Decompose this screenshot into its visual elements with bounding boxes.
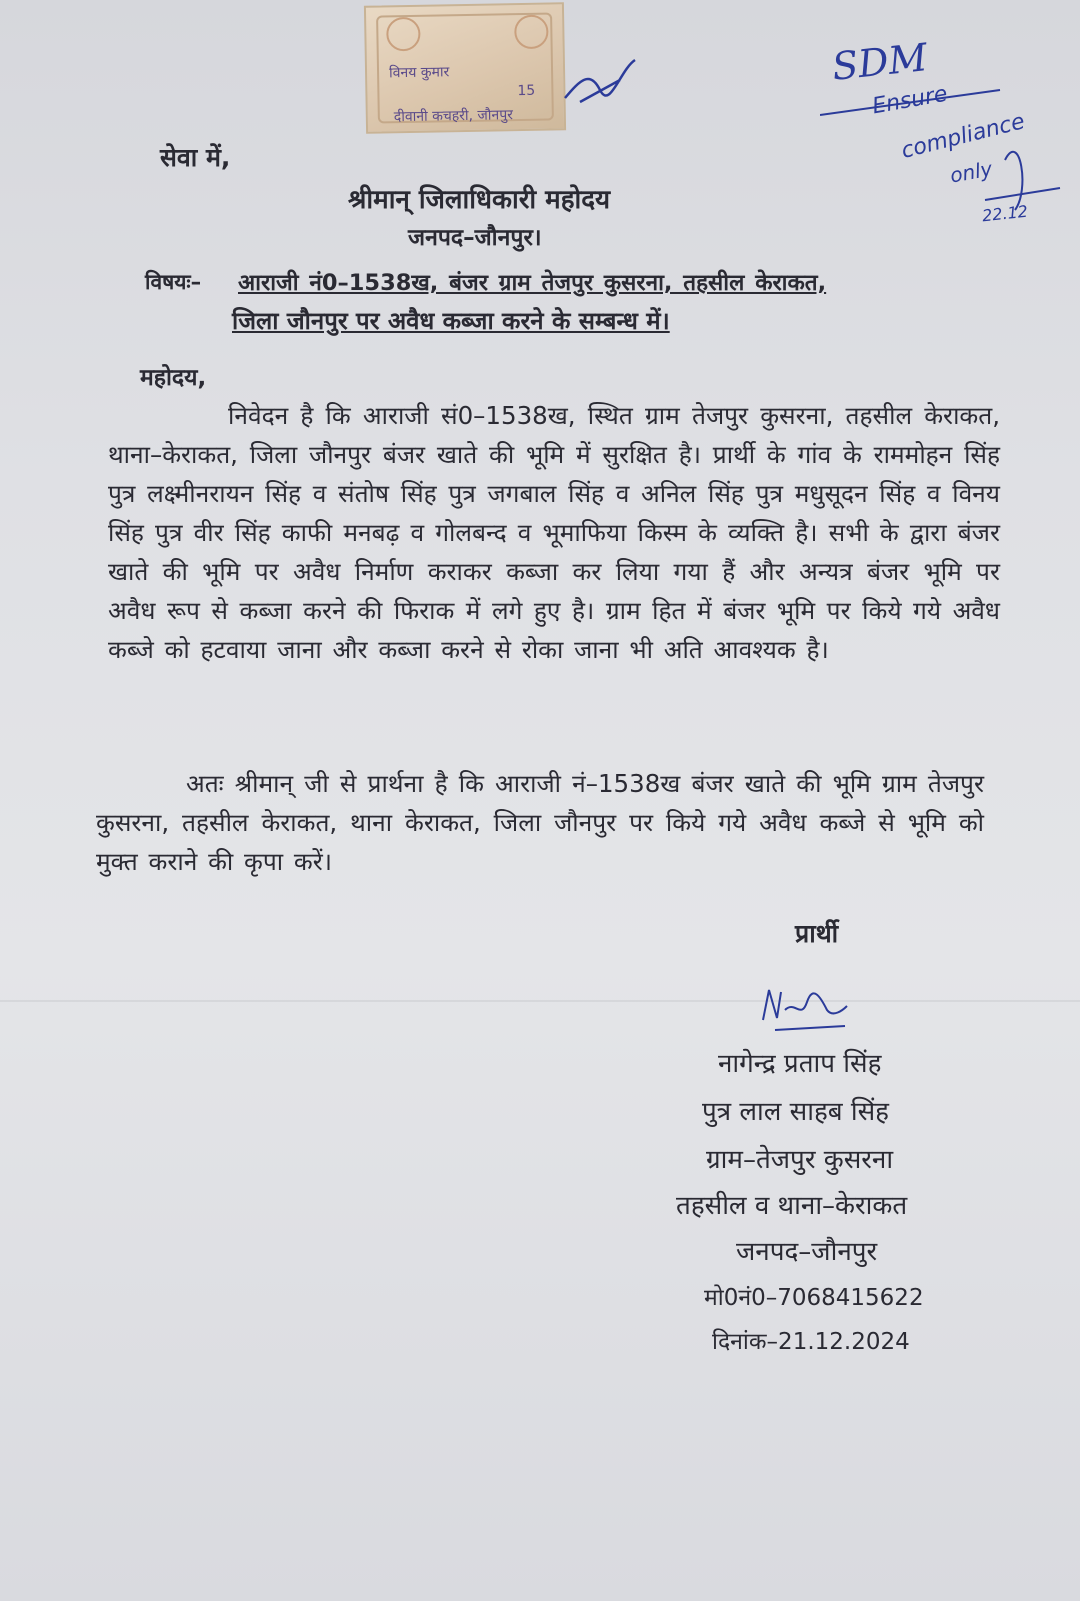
paper-fold bbox=[0, 1000, 1080, 1002]
addressee-district: जनपद–जौनपुर। bbox=[408, 225, 542, 251]
note-ensure: Ensure bbox=[870, 81, 950, 120]
signatory-tehsil: तहसील व थाना–केराकत bbox=[676, 1191, 908, 1221]
note-sdm: SDM bbox=[829, 35, 930, 89]
body-paragraph-2: अतः श्रीमान् जी से प्रार्थना है कि आराजी नं–1538ख बंजर खाते की भूमि ग्राम तेजपुर कुसरना, तहसील केराकत, थाना केराकत, जिला जौनपुर पर किये गये अवैध कब्जे से भूमि को मुक्त कराने की कृपा करें। bbox=[96, 769, 984, 876]
note-date: 22.12 bbox=[981, 201, 1029, 226]
subject-line-1: आराजी नं0–1538ख, बंजर ग्राम तेजपुर कुसरना, तहसील केराकत, bbox=[238, 270, 827, 296]
note-compliance: compliance bbox=[898, 109, 1028, 164]
salutation-to: सेवा में, bbox=[160, 143, 231, 172]
applicant-signature-icon bbox=[755, 980, 855, 1040]
stamp-name: विनय कुमार bbox=[388, 64, 450, 82]
stamp-place: दीवानी कचहरी, जौनपुर bbox=[393, 107, 514, 126]
addressee: श्रीमान् जिलाधिकारी महोदय bbox=[348, 185, 611, 215]
signatory-date: दिनांक–21.12.2024 bbox=[712, 1329, 910, 1355]
signatory-father: पुत्र लाल साहब सिंह bbox=[702, 1097, 889, 1127]
note-strokes-icon bbox=[820, 70, 1070, 220]
court-fee-stamp bbox=[364, 2, 566, 133]
greeting: महोदय, bbox=[140, 365, 207, 391]
signatory-mobile: मो0नं0–7068415622 bbox=[704, 1285, 924, 1311]
body-paragraph-1: निवेदन है कि आराजी सं0–1538ख, स्थित ग्राम तेजपुर कुसरना, तहसील केराकत, थाना–केराकत, जिला जौनपुर बंजर खाते की भूमि में सुरक्षित है। प्रार्थी के गांव के राममोहन सिंह पुत्र लक्ष्मीनरायन सिंह व संतोष सिंह पुत्र जगबाल सिंह व अनिल सिंह पुत्र मधुसूदन सिंह व विनय सिंह पुत्र वीर सिंह काफी मनबढ़ व गोलबन्द व भूमाफिया किस्म के व्यक्ति है। सभी के द्वारा बंजर खाते की भूमि पर अवैध निर्माण कराकर कब्जा कर लिया गया हैं और अन्यत्र बंजर भूमि पर अवैध रूप से कब्जा करने की फिराक में लगे हुए है। ग्राम हित में बंजर भूमि पर किये गये अवैध कब्जे को हटवाया जाना और कब्जा करने से रोका जाना भी अति आवश्यक है। bbox=[108, 401, 1000, 664]
signatory-village: ग्राम–तेजपुर कुसरना bbox=[706, 1145, 894, 1175]
signatory-district: जनपद–जौनपुर bbox=[736, 1237, 878, 1267]
subject-label: विषयः– bbox=[145, 270, 202, 294]
note-only: only bbox=[948, 156, 995, 188]
stamp-number: 15 bbox=[517, 82, 536, 100]
signatory-name: नागेन्द्र प्रताप सिंह bbox=[718, 1049, 882, 1079]
subject-line-2: जिला जौनपुर पर अवैध कब्जा करने के सम्बन्ध में। bbox=[232, 307, 670, 335]
applicant-label: प्रार्थी bbox=[795, 919, 839, 948]
stamp-signature-icon bbox=[560, 50, 640, 110]
